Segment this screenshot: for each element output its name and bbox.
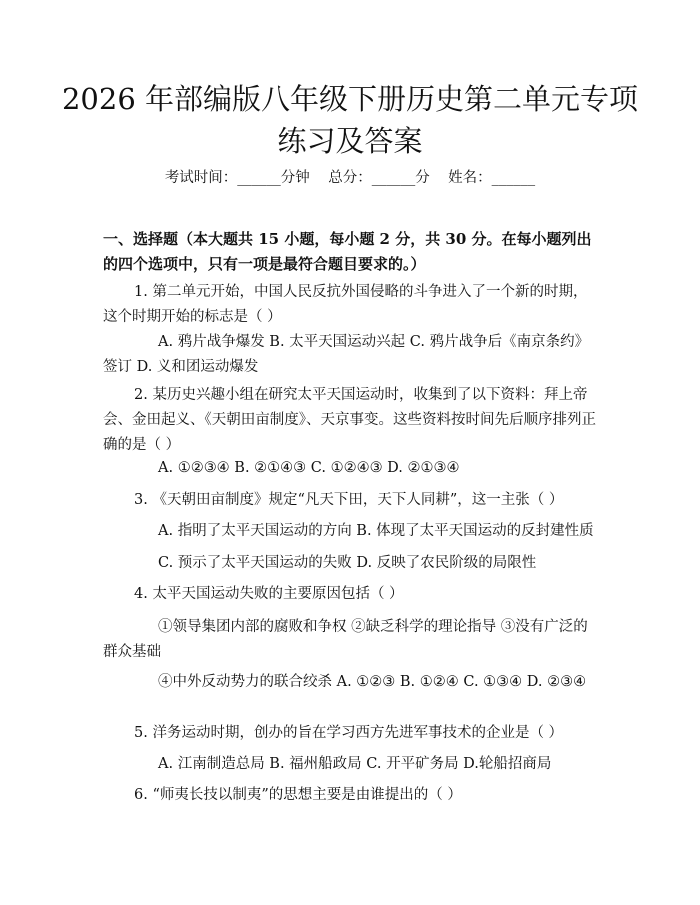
question-6-stem: 6. “师夷长技以制夷”的思想主要是由谁提出的（ ） [134, 787, 462, 803]
question-3-options-line-1: A. 指明了太平天国运动的方向 B. 体现了太平天国运动的反封建性质 [158, 523, 594, 539]
question-2-options: A. ①②③④ B. ②①④③ C. ①②④③ D. ②①③④ [158, 460, 460, 476]
question-2-stem: 2. 某历史兴趣小组在研究太平天国运动时，收集到了以下资料：拜上帝会、金田起义、《天朝田亩制度》、天京事变。这些资料按时间先后顺序排列正确的是（ ） [103, 387, 596, 453]
section-heading: 一、选择题（本大题共 15 小题，每小题 2 分，共 30 分。在每小题列出的四个选项中，只有一项是最符合题目要求的。） [103, 230, 592, 273]
question-4-stem: 4. 太平天国运动失败的主要原因包括（ ） [134, 586, 404, 602]
question-5-options: A. 江南制造总局 B. 福州船政局 C. 开平矿务局 D.轮船招商局 [158, 756, 552, 772]
document-title: 2026 年部编版八年级下册历史第二单元专项练习及答案 [61, 82, 639, 158]
question-4-options: ④中外反动势力的联合绞杀 A. ①②③ B. ①②④ C. ①③④ D. ②③④ [158, 674, 587, 690]
question-5-stem: 5. 洋务运动时期，创办的旨在学习西方先进军事技术的企业是（ ） [134, 725, 564, 741]
question-4-statements: ①领导集团内部的腐败和争权 ②缺乏科学的理论指导 ③没有广泛的群众基础 [103, 619, 588, 660]
question-1-options: A. 鸦片战争爆发 B. 太平天国运动兴起 C. 鸦片战争后《南京条约》签订 D. 义和团运动爆发 [103, 334, 590, 375]
question-3-stem: 3. 《天朝田亩制度》规定“凡天下田，天下人同耕”，这一主张（ ） [134, 492, 564, 508]
exam-info-line: 考试时间：______分钟 总分：______分 姓名：______ [164, 170, 536, 186]
question-3-options-line-2: C. 预示了太平天国运动的失败 D. 反映了农民阶级的局限性 [158, 555, 537, 571]
question-1-stem: 1. 第二单元开始，中国人民反抗外国侵略的斗争进入了一个新的时期，这个时期开始的标志是（ ） [103, 284, 588, 325]
